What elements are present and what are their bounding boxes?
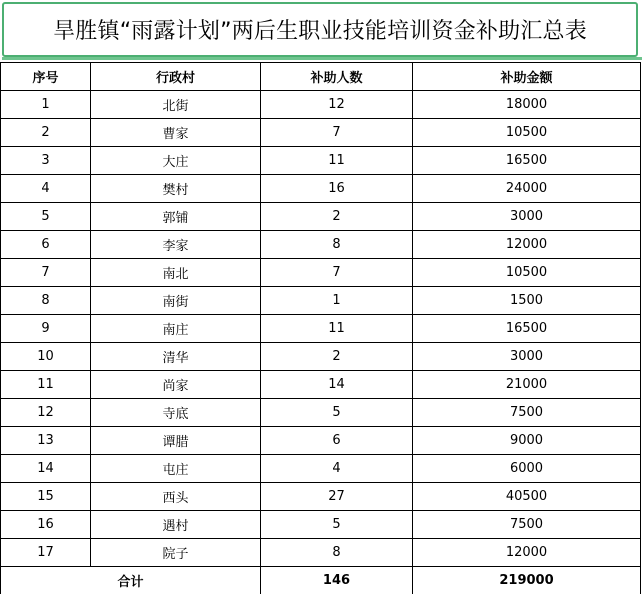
table-row bbox=[1, 343, 641, 371]
table-row bbox=[1, 287, 641, 315]
cell-index: 2 bbox=[1, 119, 91, 147]
cell-amount: 16500 bbox=[413, 147, 641, 175]
cell-village: 曹家 bbox=[91, 119, 261, 147]
cell-village: 寺底 bbox=[91, 399, 261, 427]
cell-village: 西头 bbox=[91, 483, 261, 511]
table-row bbox=[1, 371, 641, 399]
table-row bbox=[1, 511, 641, 539]
cell-index: 7 bbox=[1, 259, 91, 287]
cell-village: 大庄 bbox=[91, 147, 261, 175]
table-row bbox=[1, 231, 641, 259]
table-row bbox=[1, 203, 641, 231]
cell-index: 12 bbox=[1, 399, 91, 427]
header-amount: 补助金额 bbox=[413, 63, 641, 91]
cell-amount: 7500 bbox=[413, 511, 641, 539]
cell-people: 16 bbox=[261, 175, 413, 203]
cell-people: 8 bbox=[261, 539, 413, 567]
cell-index: 5 bbox=[1, 203, 91, 231]
table-row bbox=[1, 119, 641, 147]
header-people: 补助人数 bbox=[261, 63, 413, 91]
cell-village: 遇村 bbox=[91, 511, 261, 539]
cell-village: 院子 bbox=[91, 539, 261, 567]
cell-village: 樊村 bbox=[91, 175, 261, 203]
cell-amount: 10500 bbox=[413, 259, 641, 287]
cell-people: 12 bbox=[261, 91, 413, 119]
title-underline bbox=[2, 57, 642, 60]
table-header-row bbox=[1, 63, 641, 91]
cell-village: 南庄 bbox=[91, 315, 261, 343]
cell-index: 1 bbox=[1, 91, 91, 119]
total-amount: 219000 bbox=[413, 567, 641, 594]
cell-village: 尚家 bbox=[91, 371, 261, 399]
cell-index: 17 bbox=[1, 539, 91, 567]
cell-index: 13 bbox=[1, 427, 91, 455]
cell-people: 5 bbox=[261, 399, 413, 427]
table-row bbox=[1, 539, 641, 567]
subsidy-table bbox=[0, 62, 641, 594]
cell-index: 4 bbox=[1, 175, 91, 203]
table-row bbox=[1, 455, 641, 483]
table-row bbox=[1, 399, 641, 427]
cell-village: 南北 bbox=[91, 259, 261, 287]
page-title: 旱胜镇“雨露计划”两后生职业技能培训资金补助汇总表 bbox=[53, 14, 587, 45]
cell-index: 10 bbox=[1, 343, 91, 371]
cell-people: 1 bbox=[261, 287, 413, 315]
cell-people: 6 bbox=[261, 427, 413, 455]
cell-amount: 10500 bbox=[413, 119, 641, 147]
title-banner bbox=[2, 2, 638, 57]
table-row bbox=[1, 259, 641, 287]
cell-amount: 21000 bbox=[413, 371, 641, 399]
cell-village: 郭铺 bbox=[91, 203, 261, 231]
cell-index: 14 bbox=[1, 455, 91, 483]
cell-village: 清华 bbox=[91, 343, 261, 371]
header-index: 序号 bbox=[1, 63, 91, 91]
cell-village: 李家 bbox=[91, 231, 261, 259]
cell-village: 屯庄 bbox=[91, 455, 261, 483]
cell-people: 5 bbox=[261, 511, 413, 539]
cell-people: 7 bbox=[261, 259, 413, 287]
table-body bbox=[1, 91, 641, 567]
cell-index: 15 bbox=[1, 483, 91, 511]
cell-amount: 1500 bbox=[413, 287, 641, 315]
cell-amount: 18000 bbox=[413, 91, 641, 119]
cell-people: 14 bbox=[261, 371, 413, 399]
cell-amount: 16500 bbox=[413, 315, 641, 343]
cell-people: 2 bbox=[261, 343, 413, 371]
cell-index: 9 bbox=[1, 315, 91, 343]
header-village: 行政村 bbox=[91, 63, 261, 91]
total-label: 合计 bbox=[1, 567, 261, 594]
cell-people: 4 bbox=[261, 455, 413, 483]
cell-amount: 40500 bbox=[413, 483, 641, 511]
table-row bbox=[1, 483, 641, 511]
cell-village: 北街 bbox=[91, 91, 261, 119]
cell-amount: 9000 bbox=[413, 427, 641, 455]
cell-people: 2 bbox=[261, 203, 413, 231]
cell-amount: 12000 bbox=[413, 539, 641, 567]
cell-people: 27 bbox=[261, 483, 413, 511]
cell-amount: 3000 bbox=[413, 203, 641, 231]
total-people: 146 bbox=[261, 567, 413, 594]
cell-people: 11 bbox=[261, 315, 413, 343]
cell-amount: 12000 bbox=[413, 231, 641, 259]
cell-village: 南街 bbox=[91, 287, 261, 315]
cell-index: 6 bbox=[1, 231, 91, 259]
cell-amount: 24000 bbox=[413, 175, 641, 203]
table-row bbox=[1, 315, 641, 343]
table-row bbox=[1, 427, 641, 455]
cell-village: 谭腊 bbox=[91, 427, 261, 455]
cell-amount: 3000 bbox=[413, 343, 641, 371]
table-row bbox=[1, 147, 641, 175]
cell-people: 7 bbox=[261, 119, 413, 147]
cell-amount: 6000 bbox=[413, 455, 641, 483]
cell-index: 3 bbox=[1, 147, 91, 175]
cell-people: 11 bbox=[261, 147, 413, 175]
cell-people: 8 bbox=[261, 231, 413, 259]
cell-index: 8 bbox=[1, 287, 91, 315]
cell-index: 16 bbox=[1, 511, 91, 539]
cell-index: 11 bbox=[1, 371, 91, 399]
table-row bbox=[1, 91, 641, 119]
cell-amount: 7500 bbox=[413, 399, 641, 427]
table-row bbox=[1, 175, 641, 203]
